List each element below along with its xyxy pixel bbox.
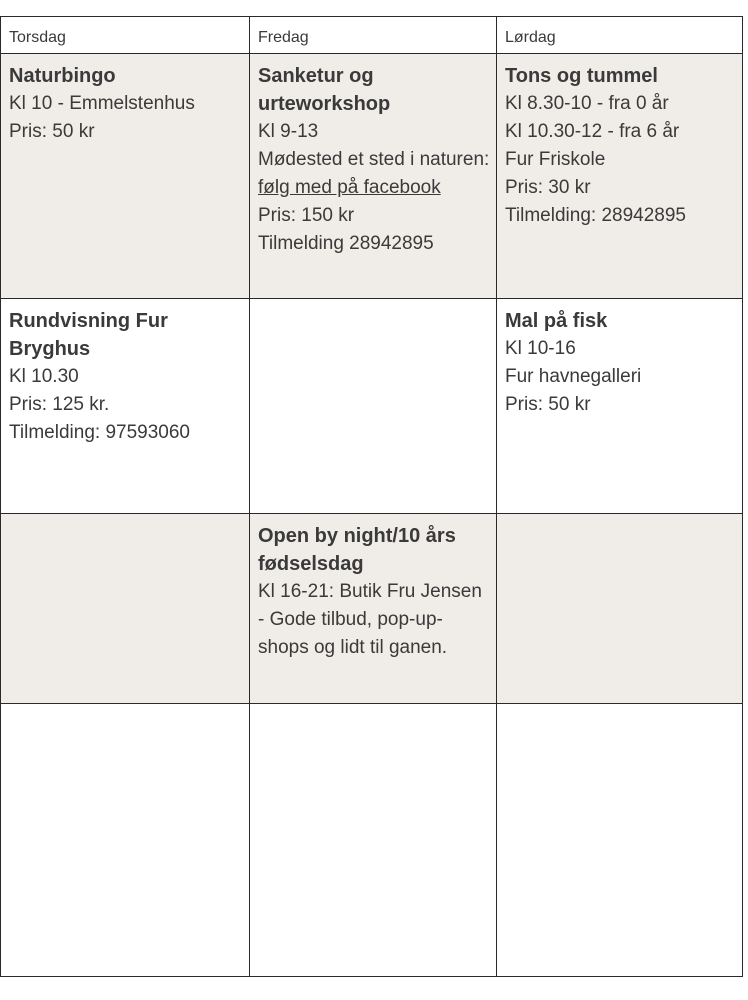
event-price: Pris: 50 kr — [505, 394, 591, 415]
event-signup: Tilmelding: 28942895 — [505, 205, 686, 226]
day-header-row — [1, 17, 743, 54]
empty-cell — [250, 704, 497, 977]
event-price: Pris: 150 kr — [258, 205, 355, 226]
empty-cell — [497, 514, 743, 704]
table-row — [1, 704, 743, 977]
facebook-link[interactable]: følg med på facebook — [258, 177, 441, 198]
event-location: Fur Friskole — [505, 149, 606, 170]
event-location: Fur havnegalleri — [505, 366, 642, 387]
event-price: Pris: 125 kr. — [9, 394, 110, 415]
event-title: Tons og tummel — [505, 65, 658, 87]
event-price: Pris: 30 kr — [505, 177, 591, 198]
schedule-table — [0, 16, 743, 977]
event-price: Pris: 50 kr — [9, 121, 95, 142]
event-cell-open-by-night — [250, 514, 497, 704]
event-title: Naturbingo — [9, 65, 116, 87]
day-header-torsdag: Torsdag — [1, 17, 250, 54]
event-time: Kl 10.30-12 - fra 6 år — [505, 121, 680, 142]
empty-cell — [497, 704, 743, 977]
table-row — [1, 514, 743, 704]
table-row — [1, 299, 743, 514]
event-time: Kl 10 - Emmelstenhus — [9, 93, 195, 114]
event-cell-sanketur — [250, 54, 497, 299]
event-time: Kl 10-16 — [505, 338, 576, 359]
event-description: Kl 16-21: Butik Fru Jensen - Gode tilbud, pop-up-shops og lidt til ganen. — [258, 581, 482, 658]
event-title: Mal på fisk — [505, 310, 608, 332]
event-title: Sanketur og urteworkshop — [258, 65, 391, 115]
table-row — [1, 54, 743, 299]
day-header-lordag: Lørdag — [497, 17, 743, 54]
empty-cell — [1, 704, 250, 977]
event-cell-tons-og-tummel — [497, 54, 743, 299]
event-cell-naturbingo — [1, 54, 250, 299]
event-signup: Tilmelding: 97593060 — [9, 422, 190, 443]
empty-cell — [1, 514, 250, 704]
event-time: Kl 8.30-10 - fra 0 år — [505, 93, 669, 114]
event-time: Kl 9-13 — [258, 121, 319, 142]
empty-cell — [250, 299, 497, 514]
event-signup: Tilmelding 28942895 — [258, 233, 434, 254]
event-title: Open by night/10 års fødselsdag — [258, 525, 456, 575]
event-location — [258, 146, 490, 202]
event-cell-mal-paa-fisk — [497, 299, 743, 514]
event-time: Kl 10.30 — [9, 366, 79, 387]
event-title: Rundvisning Fur Bryghus — [9, 310, 168, 360]
event-location-text: Mødested et sted i naturen: — [258, 149, 490, 170]
day-header-fredag: Fredag — [250, 17, 497, 54]
event-cell-rundvisning — [1, 299, 250, 514]
